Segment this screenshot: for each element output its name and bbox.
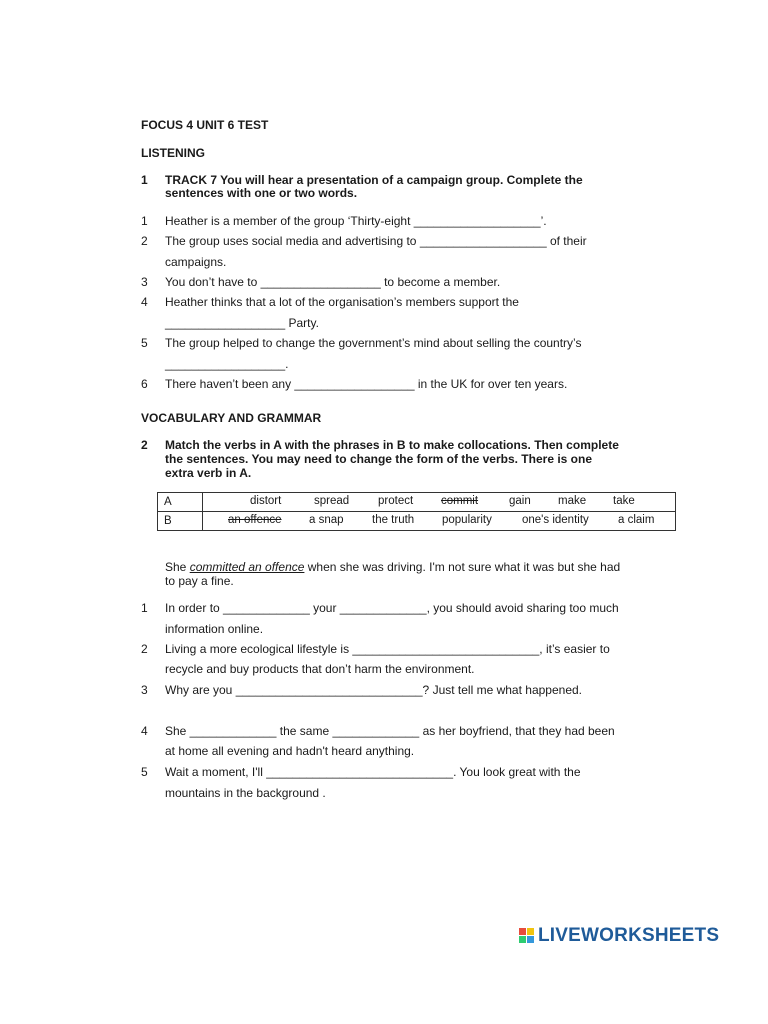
verb-word: make — [558, 495, 587, 507]
logo-text: LIVEWORKSHEETS — [538, 925, 720, 946]
task1-item-text-cont: campaigns. — [165, 255, 227, 269]
logo-square — [527, 928, 534, 935]
task1-item-number: 1 — [141, 214, 148, 228]
row-label: A — [158, 493, 203, 512]
verb-word: spread — [314, 495, 350, 507]
logo-square — [519, 936, 526, 943]
table-row-a — [158, 493, 676, 512]
listening-heading: LISTENING — [141, 146, 206, 160]
table-row-b — [158, 512, 676, 531]
task2-instruction-line3: extra verb in A. — [165, 466, 252, 480]
phrase: one's identity — [522, 514, 589, 526]
task1-item-number: 4 — [141, 295, 148, 309]
verb-word: gain — [509, 495, 531, 507]
task1-item-number: 6 — [141, 377, 148, 391]
task2-item-number: 1 — [141, 601, 148, 615]
task1-item-number: 5 — [141, 336, 148, 350]
verb-word: protect — [378, 495, 414, 507]
phrases-cell — [203, 512, 676, 531]
task1-item-text: The group uses social media and advertising to ___________________ of their — [165, 234, 587, 248]
task1-instruction-line2: sentences with one or two words. — [165, 186, 358, 200]
task1-instruction-line1: TRACK 7 You will hear a presentation of a campaign group. Complete the — [165, 173, 583, 187]
task2-item-text-cont: information online. — [165, 622, 264, 636]
example-sentence-cont: to pay a fine. — [165, 574, 234, 588]
task1-item-text: There haven’t been any __________________ in the UK for over ten years. — [165, 377, 568, 391]
task1-item-number: 3 — [141, 275, 148, 289]
task2-instruction-line2: the sentences. You may need to change the form of the verbs. There is one — [165, 452, 592, 466]
phrase: a claim — [618, 514, 655, 526]
task2-item-text-cont: recycle and buy products that don’t harm the environment. — [165, 662, 475, 676]
phrase: a snap — [309, 514, 344, 526]
collocation-table — [157, 492, 676, 531]
verb-word: distort — [250, 495, 282, 507]
task1-item-text-cont: __________________ Party. — [165, 316, 319, 330]
task2-item-number: 3 — [141, 683, 148, 697]
task2-item-number: 4 — [141, 724, 148, 738]
task2-item-text: Living a more ecological lifestyle is ____________________________, it’s easier to — [165, 642, 610, 656]
task2-item-text-cont: at home all evening and hadn't heard anything. — [165, 744, 415, 758]
logo-square — [519, 928, 526, 935]
liveworksheets-logo-icon — [519, 928, 535, 944]
phrase-crossed-out: an offence — [228, 514, 282, 526]
example-sentence — [165, 560, 620, 574]
phrase: popularity — [442, 514, 492, 526]
verb-word-crossed-out: commit — [441, 495, 479, 507]
logo-square — [527, 936, 534, 943]
task2-item-text: In order to _____________ your _____________, you should avoid sharing too much — [165, 601, 619, 615]
task1-number: 1 — [141, 173, 148, 187]
task2-item-text-cont: mountains in the background . — [165, 786, 326, 800]
row-label: B — [158, 512, 203, 531]
task2-instruction-line1: Match the verbs in A with the phrases in B to make collocations. Then complete — [165, 438, 619, 452]
task1-item-text: Heather thinks that a lot of the organisation’s members support the — [165, 295, 519, 309]
task2-number: 2 — [141, 438, 148, 452]
task1-item-text: Heather is a member of the group ‘Thirty-eight ___________________’. — [165, 214, 547, 228]
task2-item-text: Wait a moment, I'll ____________________________. You look great with the — [165, 765, 581, 779]
task1-item-text: You don’t have to __________________ to become a member. — [165, 275, 501, 289]
task1-item-text-cont: __________________. — [165, 357, 289, 371]
verb-word: take — [613, 495, 635, 507]
vocab-grammar-heading: VOCABULARY AND GRAMMAR — [141, 411, 322, 425]
task1-item-number: 2 — [141, 234, 148, 248]
task2-item-number: 5 — [141, 765, 148, 779]
document-title: FOCUS 4 UNIT 6 TEST — [141, 118, 269, 132]
verbs-cell — [203, 493, 676, 512]
task2-item-text: Why are you ____________________________? Just tell me what happened. — [165, 683, 582, 697]
task2-item-number: 2 — [141, 642, 148, 656]
example-prefix: She — [165, 560, 190, 574]
liveworksheets-logo — [519, 925, 719, 947]
task1-item-text: The group helped to change the government’s mind about selling the country’s — [165, 336, 582, 350]
example-answer: committed an offence — [189, 560, 305, 574]
phrase: the truth — [372, 514, 415, 526]
task2-item-text: She _____________ the same _____________ as her boyfriend, that they had been — [165, 724, 615, 738]
example-suffix: when she was driving. I'm not sure what it was but she had — [304, 560, 621, 574]
